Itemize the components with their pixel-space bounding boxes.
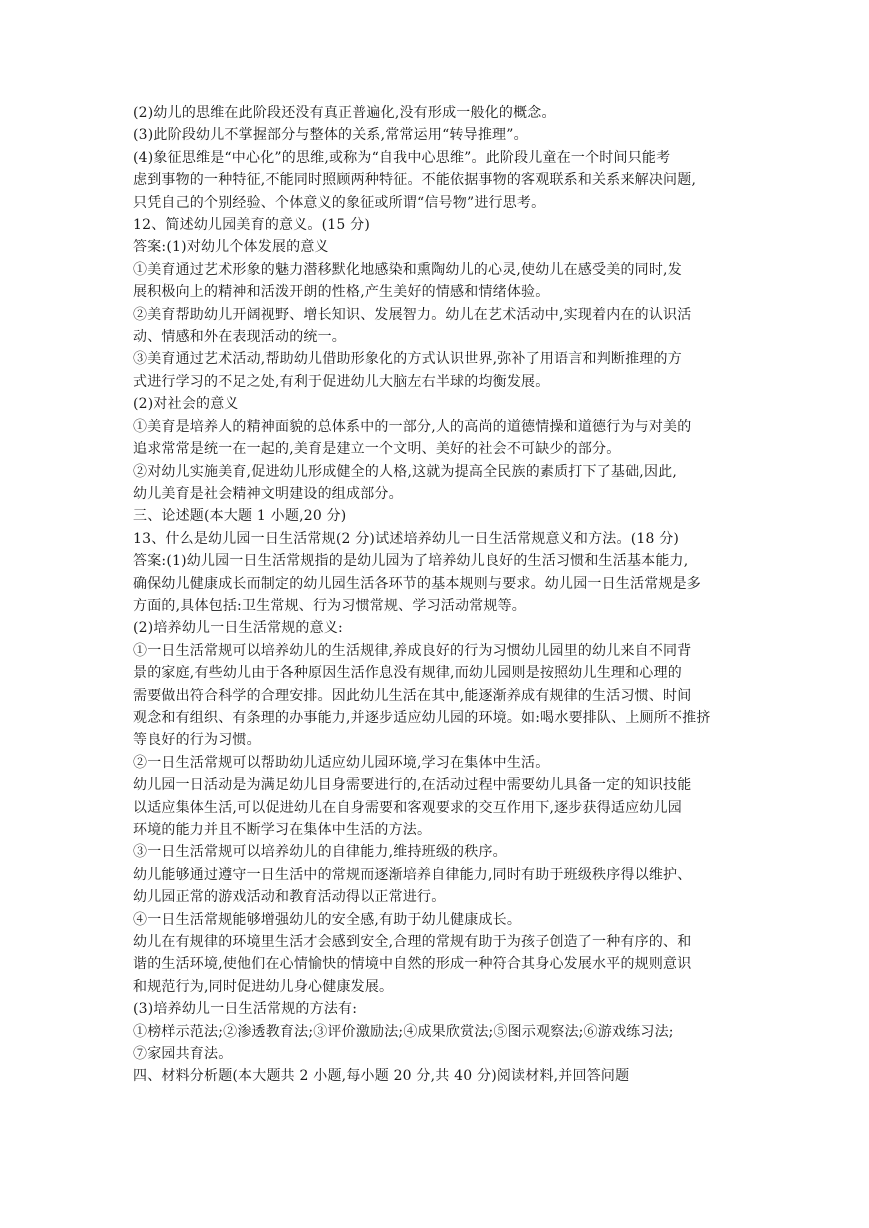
answer-heading: 答案:(1)对幼儿个体发展的意义 [133, 239, 329, 256]
text-line: ③一日生活常规可以培养幼儿的自律能力,维持班级的秩序。 [133, 844, 507, 861]
text-line: 幼儿能够通过遵守一日生活中的常规而逐渐培养自律能力,同时有助于班级秩序得以维护、 [133, 866, 692, 883]
text-line: 幼儿在有规律的环境里生活才会感到安全,合理的常规有助于为孩子创造了一种有序的、和 [133, 934, 692, 951]
subsection-heading: (3)培养幼儿一日生活常规的方法有: [133, 1001, 358, 1018]
question-heading: 13、什么是幼儿园一日生活常规(2 分)试述培养幼儿一日生活常规意义和方法。(18 分) [133, 530, 680, 547]
text-line: 幼儿园正常的游戏活动和教育活动得以正常进行。 [133, 889, 446, 906]
text-line: 动、情感和外在表现活动的统一。 [133, 329, 346, 346]
question-heading: 12、简述幼儿园美育的意义。(15 分) [133, 217, 371, 234]
subsection-heading: (2)培养幼儿一日生活常规的意义: [133, 620, 343, 637]
text-line: 确保幼儿健康成长而制定的幼儿园生活各环节的基本规则与要求。幼儿园一日生活常规是多 [133, 575, 701, 592]
text-line: ③美育通过艺术活动,帮助幼儿借助形象化的方式认识世界,弥补了用语言和判断推理的方 [133, 351, 682, 368]
text-line: 幼儿美育是社会精神文明建设的组成部分。 [133, 485, 403, 502]
subsection-heading: (2)对社会的意义 [133, 396, 239, 413]
text-line: 谐的生活环境,使他们在心情愉快的情境中自然的形成一种符合其身心发展水平的规则意识 [133, 956, 692, 973]
text-line: ①榜样示范法;②渗透教育法;③评价激励法;④成果欣赏法;⑤图示观察法;⑥游戏练习法; [133, 1023, 674, 1040]
answer-heading: 答案:(1)幼儿园一日生活常规指的是幼儿园为了培养幼儿良好的生活习惯和生活基本能力, [133, 553, 689, 570]
text-line: ①美育通过艺术形象的魅力潜移默化地感染和熏陶幼儿的心灵,使幼儿在感受美的同时,发 [133, 261, 682, 278]
text-line: 展积极向上的精神和活泼开朗的性格,产生美好的情感和情绪体验。 [133, 284, 550, 301]
text-line: (3)此阶段幼儿不掌握部分与整体的关系,常常运用“转导推理”。 [133, 127, 528, 144]
text-line: ②美育帮助幼儿开阔视野、增长知识、发展智力。幼儿在艺术活动中,实现着内在的认识活 [133, 306, 692, 323]
text-line: (2)幼儿的思维在此阶段还没有真正普遍化,没有形成一般化的概念。 [133, 105, 556, 121]
text-line: ⑦家园共育法。 [133, 1046, 233, 1063]
text-line: 环境的能力并且不断学习在集体中生活的方法。 [133, 822, 432, 838]
text-line: 只凭自己的个别经验、个体意义的象征或所谓“信号物”进行思考。 [133, 194, 546, 211]
section-heading: 四、材料分析题(本大题共 2 小题,每小题 20 分,共 40 分)阅读材料,并回答问题 [133, 1068, 630, 1085]
text-line: 虑到事物的一种特征,不能同时照顾两种特征。不能依据事物的客观联系和关系来解决问题, [133, 172, 697, 189]
text-line: ①美育是培养人的精神面貌的总体系中的一部分,人的高尚的道德情操和道德行为与对美的 [133, 418, 692, 435]
text-line: ①一日生活常规可以培养幼儿的生活规律,养成良好的行为习惯幼儿园里的幼儿来自不同背 [133, 642, 692, 659]
text-line: ②对幼儿实施美育,促进幼儿形成健全的人格,这就为提高全民族的素质打下了基础,因此, [133, 463, 677, 480]
text-line: 方面的,具体包括:卫生常规、行为习惯常规、学习活动常规等。 [133, 597, 526, 614]
text-line: 景的家庭,有些幼儿由于各种原因生活作息没有规律,而幼儿园则是按照幼儿生理和心理的 [133, 665, 682, 682]
text-line: ④一日生活常规能够增强幼儿的安全感,有助于幼儿健康成长。 [133, 911, 522, 928]
text-line: 和规范行为,同时促进幼儿身心健康发展。 [133, 978, 394, 995]
text-line: 式进行学习的不足之处,有利于促进幼儿大脑左右半球的均衡发展。 [133, 373, 550, 390]
text-line: 以适应集体生活,可以促进幼儿在自身需要和客观要求的交互作用下,逐步获得适应幼儿园 [133, 799, 682, 816]
text-line: 等良好的行为习惯。 [133, 732, 261, 749]
text-line: 幼儿园一日活动是为满足幼儿目身需要进行的,在活动过程中需要幼儿具备一定的知识技能 [133, 777, 692, 794]
text-line: (4)象征思维是“中心化”的思维,或称为“自我中心思维”。此阶段儿童在一个时间只能考 [133, 149, 671, 166]
text-line: 追求常常是统一在一起的,美育是建立一个文明、美好的社会不可缺少的部分。 [133, 441, 621, 458]
text-line: 观念和有组织、有条理的办事能力,并逐步适应幼儿园的环境。如:喝水要排队、上厕所不推挤 [133, 709, 711, 726]
text-line: 需要做出符合科学的合理安排。因此幼儿生活在其中,能逐渐养成有规律的生活习惯、时间 [133, 687, 692, 704]
section-heading: 三、论述题(本大题 1 小题,20 分) [133, 508, 347, 525]
text-line: ②一日生活常规可以帮助幼儿适应幼儿园环境,学习在集体中生活。 [133, 754, 550, 771]
document-page [133, 102, 739, 1088]
